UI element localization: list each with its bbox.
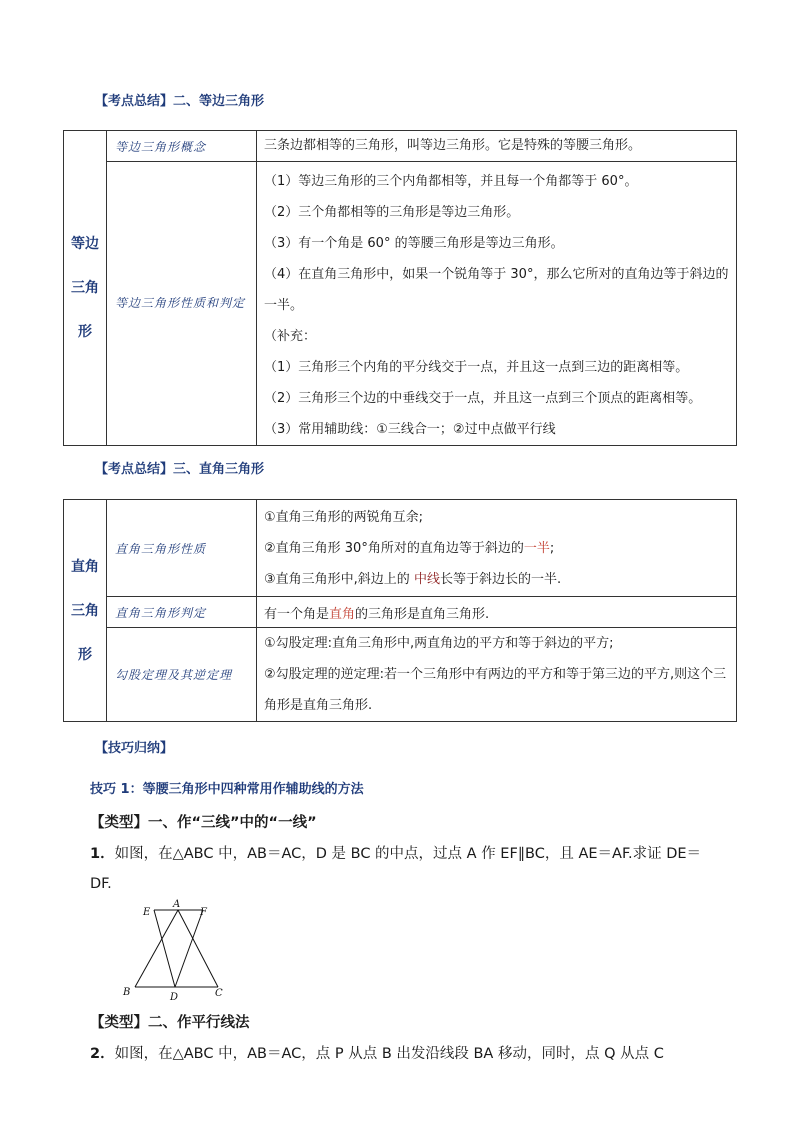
rt-judge-label: 直角三角形判定 — [107, 597, 257, 628]
type1-title: 【类型】一、作“三线”中的“一线” — [90, 815, 317, 831]
text: 有一个角是 — [264, 606, 330, 622]
prop-line: （2）三个角都相等的三角形是等边三角形。 — [264, 205, 520, 220]
prop-line: （4）在直角三角形中，如果一个锐角等于 30°，那么它所对的直角边等于斜边的一半。 — [264, 267, 729, 313]
prop-line: （1）等边三角形的三个内角都相等，并且每一个角都等于 60°。 — [264, 174, 638, 189]
side-text: 直角 — [71, 558, 99, 575]
equilateral-side-label — [64, 131, 107, 446]
label-b: B — [123, 987, 131, 998]
prop-line: （2）三角形三个边的中垂线交于一点，并且这一点到三个顶点的距离相等。 — [264, 391, 702, 406]
right-triangle-table — [63, 499, 737, 722]
skills-title: 【技巧归纳】 — [95, 741, 174, 756]
highlight-median: 中线 — [413, 571, 440, 587]
question-1 — [90, 839, 710, 899]
question-text: 如图，在△ABC 中，AB＝AC，D 是 BC 的中点，过点 A 作 EF∥BC，且 AE＝AF.求证 DE＝DF. — [90, 846, 702, 892]
question-2 — [90, 1039, 720, 1069]
side-text: 形 — [78, 646, 92, 663]
rt-prop-line: ①直角三角形的两锐角互余; — [264, 509, 424, 525]
prop-line: （补充： — [264, 329, 317, 344]
side-text: 三角 — [71, 280, 99, 296]
line-fd — [175, 910, 203, 987]
type2-title: 【类型】二、作平行线法 — [90, 1015, 250, 1031]
prop-line: （1）三角形三个内角的平分线交于一点，并且这一点到三边的距离相等。 — [264, 360, 689, 375]
text: ③直角三角形中,斜边上的 — [264, 571, 410, 587]
side-text: 三角 — [71, 602, 99, 619]
concept-text — [257, 131, 737, 162]
label-d: D — [170, 992, 179, 1002]
pyth-line: ①勾股定理:直角三角形中,两直角边的平方和等于斜边的平方; — [264, 636, 614, 651]
side-text: 等边 — [71, 236, 99, 252]
triangle-figure — [118, 896, 230, 1002]
highlight-right-angle: 直角 — [329, 606, 356, 622]
right-triangle-side-label — [64, 500, 107, 722]
side-text: 形 — [78, 324, 92, 340]
text: ; — [549, 540, 555, 556]
label-a: A — [173, 899, 181, 910]
question-number: 1． — [90, 846, 115, 862]
skill1-title: 技巧 1：等腰三角形中四种常用作辅助线的方法 — [90, 782, 364, 797]
question-text: 如图，在△ABC 中，AB＝AC，点 P 从点 B 出发沿线段 BA 移动，同时，点 Q 从点 C — [114, 1046, 664, 1062]
question-number: 2． — [90, 1046, 115, 1062]
section3-title: 【考点总结】三、直角三角形 — [95, 462, 265, 477]
pyth-label: 勾股定理及其逆定理 — [107, 628, 257, 722]
equilateral-table — [63, 130, 737, 446]
props-label — [107, 162, 257, 446]
label-f: F — [200, 907, 207, 918]
concept-label: 等边三角形概念 — [107, 131, 257, 162]
text: 长等于斜边长的一半. — [439, 571, 562, 587]
line-ac — [178, 910, 218, 987]
pyth-cell — [257, 628, 737, 722]
prop-line: （3）常用辅助线：①三线合一；②过中点做平行线 — [264, 422, 556, 437]
props-cell — [257, 162, 737, 446]
concept-text-line: 三条边都相等的三角形，叫等边三角形。它是特殊的等腰三角形。 — [264, 137, 642, 153]
rt-prop-line — [264, 564, 736, 595]
rt-judge-cell — [257, 597, 737, 628]
rt-props-cell — [257, 500, 737, 597]
text: 的三角形是直角三角形. — [355, 606, 490, 622]
props-label-text: 等边三角形性质和判定 — [115, 296, 246, 310]
label-c: C — [215, 988, 223, 999]
prop-line: （3）有一个角是 60° 的等腰三角形是等边三角形。 — [264, 236, 564, 251]
text: ②直角三角形 30°角所对的直角边等于斜边的 — [264, 540, 524, 556]
section2-title: 【考点总结】二、等边三角形 — [95, 94, 265, 109]
pyth-line: ②勾股定理的逆定理:若一个三角形中有两边的平方和等于第三边的平方,则这个三角形是直角三角形. — [264, 667, 727, 713]
highlight-half: 一半 — [523, 540, 550, 556]
label-e: E — [143, 907, 151, 918]
rt-props-label: 直角三角形性质 — [107, 500, 257, 597]
rt-prop-line — [264, 533, 736, 564]
